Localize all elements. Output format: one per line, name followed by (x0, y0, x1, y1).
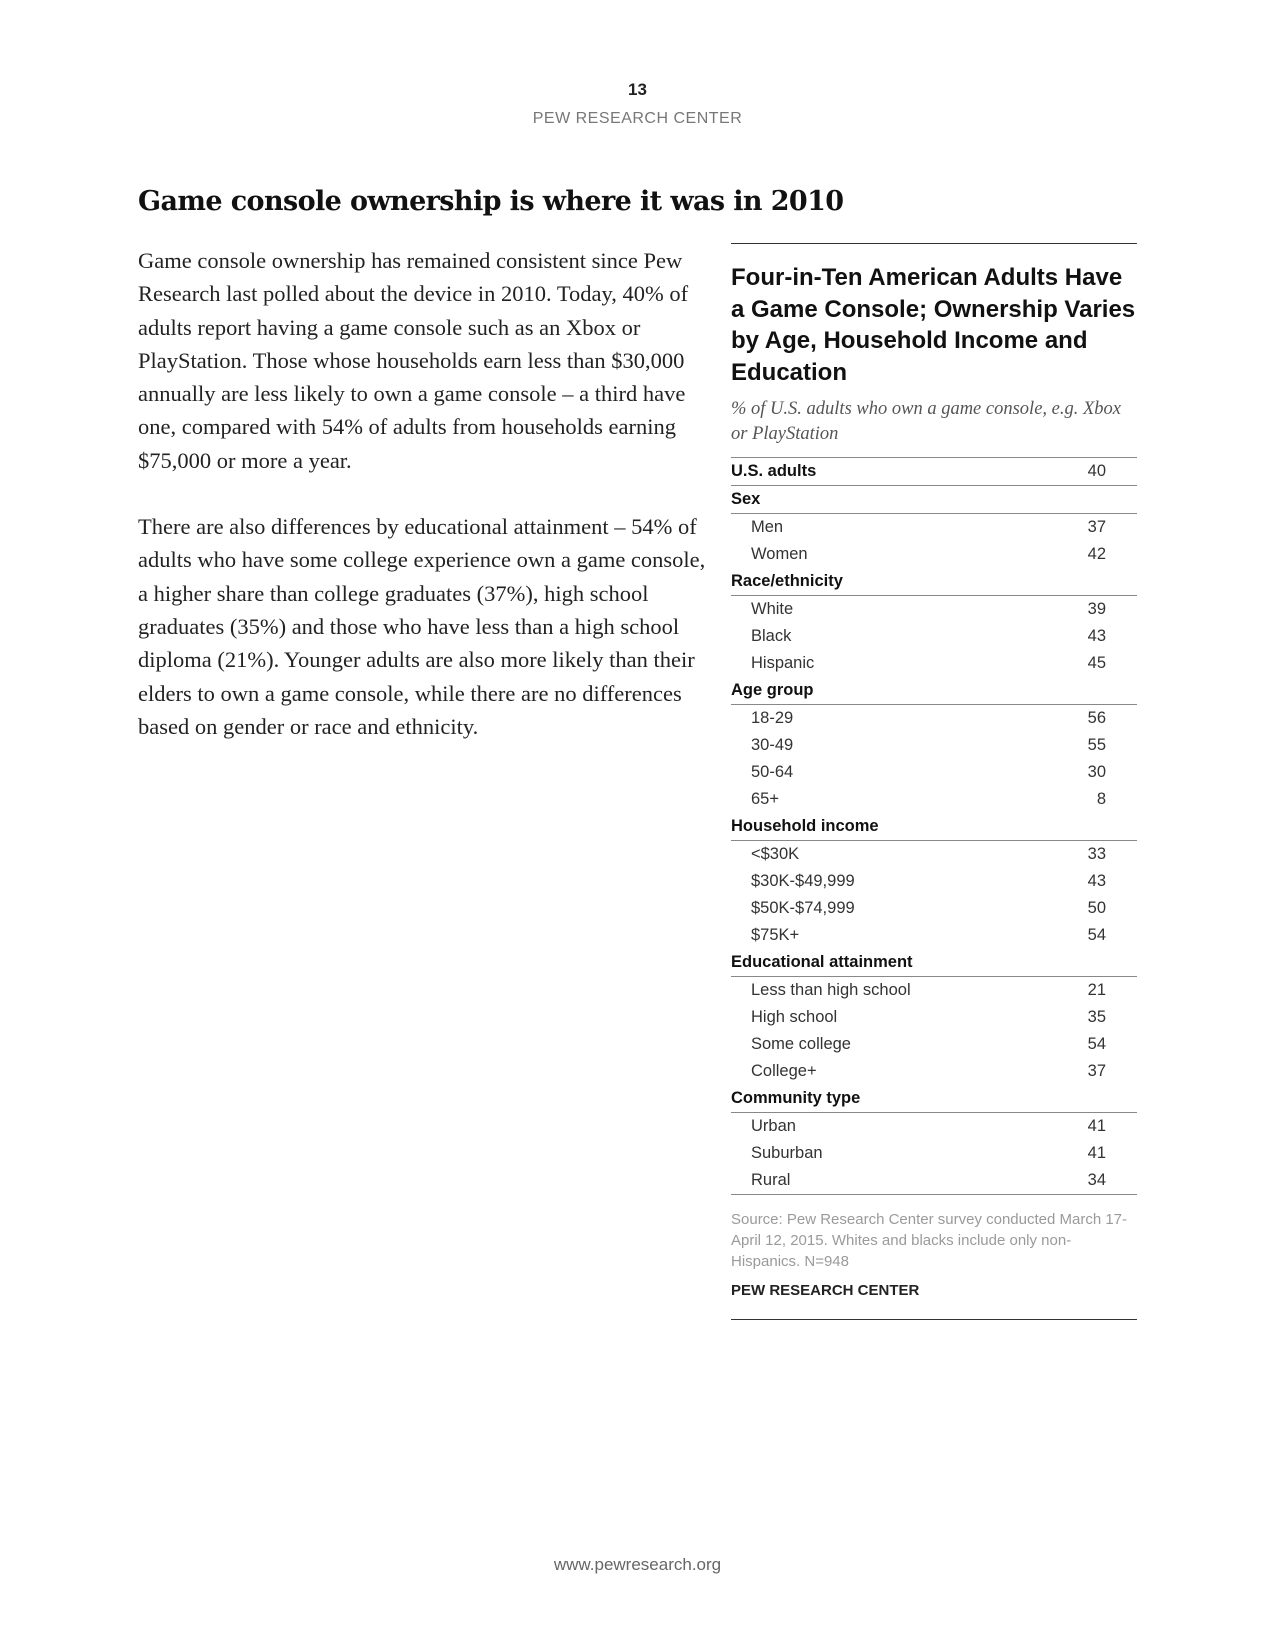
row-value: 56 (1087, 709, 1106, 727)
row-label: College+ (751, 1062, 817, 1080)
row-label: Men (751, 518, 784, 536)
sidebar-subtitle: % of U.S. adults who own a game console, e.g. Xbox or PlayStation (731, 399, 1121, 444)
table-row (731, 705, 1137, 733)
row-label: Less than high school (751, 981, 911, 999)
table-row (731, 895, 1137, 922)
sidebar-figure (731, 243, 1137, 1320)
row-value: 42 (1087, 545, 1106, 563)
category-label: Household income (731, 813, 1137, 841)
row-label: <$30K (751, 845, 800, 863)
ownership-table (731, 457, 1137, 1195)
row-label: $30K-$49,999 (751, 872, 855, 890)
table-row (731, 759, 1137, 786)
table-row (731, 786, 1137, 813)
table-row (731, 623, 1137, 650)
category-label: Sex (731, 486, 1137, 514)
row-label: Black (751, 627, 792, 645)
table-row (731, 977, 1137, 1005)
footer-url: www.pewresearch.org (553, 1555, 722, 1574)
row-label: Hispanic (751, 654, 815, 672)
row-value: 33 (1087, 845, 1106, 863)
row-value: 45 (1087, 654, 1106, 672)
table-category-row (731, 1085, 1137, 1113)
row-value: 43 (1087, 627, 1106, 645)
row-label: 18-29 (751, 709, 794, 727)
category-label: Community type (731, 1085, 1137, 1113)
table-row (731, 1167, 1137, 1195)
table-row (731, 1058, 1137, 1085)
header-org-name: PEW RESEARCH CENTER (532, 110, 743, 127)
table-row (731, 596, 1137, 624)
table-row (731, 1113, 1137, 1141)
category-label: Educational attainment (731, 949, 1137, 977)
table-row (731, 732, 1137, 759)
row-value: 41 (1087, 1117, 1106, 1135)
row-label: Rural (731, 1167, 1049, 1195)
row-label: Some college (751, 1035, 851, 1053)
row-label: $75K+ (751, 926, 800, 944)
table-row (731, 541, 1137, 568)
ownership-table-body (731, 458, 1137, 1195)
row-value: 37 (1087, 1062, 1106, 1080)
sidebar-credit: PEW RESEARCH CENTER (731, 1282, 920, 1299)
row-value: 41 (1087, 1144, 1106, 1162)
sidebar-bottom-rule (731, 1319, 1137, 1320)
table-row (731, 841, 1137, 869)
row-value: 30 (1087, 763, 1106, 781)
row-label: 50-64 (751, 763, 794, 781)
row-label: U.S. adults (731, 458, 1049, 486)
row-label: Suburban (751, 1144, 823, 1162)
row-value: 8 (1096, 790, 1106, 808)
row-value: 39 (1087, 600, 1106, 618)
table-row (731, 922, 1137, 949)
row-label: Urban (751, 1117, 796, 1135)
row-value: 55 (1087, 736, 1106, 754)
row-value: 54 (1087, 1035, 1106, 1053)
table-category-row (731, 677, 1137, 705)
row-value: 43 (1087, 872, 1106, 890)
category-label: Age group (731, 677, 1137, 705)
row-label: White (751, 600, 794, 618)
category-label: Race/ethnicity (731, 568, 1137, 596)
row-value: 54 (1087, 926, 1106, 944)
section-heading: Game console ownership is where it was in 2010 (138, 186, 844, 217)
table-category-row (731, 568, 1137, 596)
row-label: 30-49 (751, 736, 794, 754)
body-text (138, 244, 713, 776)
table-row (731, 1140, 1137, 1167)
sidebar-source-note: Source: Pew Research Center survey conducted March 17-April 12, 2015. Whites and blacks include only non-Hispanics. N=948 (731, 1211, 1128, 1270)
table-row-total (731, 458, 1137, 486)
row-value: 34 (1049, 1167, 1137, 1195)
page-number: 13 (628, 80, 647, 99)
sidebar-title: Four-in-Ten American Adults Have a Game Console; Ownership Varies by Age, Household Income and Education (731, 264, 1136, 386)
body-paragraph: Game console ownership has remained consistent since Pew Research last polled about the device in 2010. Today, 40% of adults report having a game console such as an Xbox or PlayStation. Those whose households earn less than $30,000 annually are less likely to own a game console – a third have one, compared with 54% of adults from households earning $75,000 or more a year. (138, 248, 689, 473)
table-row (731, 1031, 1137, 1058)
row-label: High school (751, 1008, 838, 1026)
table-category-row (731, 813, 1137, 841)
row-label: 65+ (751, 790, 779, 808)
table-row (731, 868, 1137, 895)
row-value: 50 (1087, 899, 1106, 917)
table-category-row (731, 949, 1137, 977)
table-row (731, 514, 1137, 542)
table-row (731, 650, 1137, 677)
row-label: Women (751, 545, 808, 563)
body-paragraph: There are also differences by educational attainment – 54% of adults who have some college experience own a game console, a higher share than college graduates (37%), high school graduates (35%) and those who have less than a high school diploma (21%). Younger adults are also more likely than their elders to own a game console, while there are no differences based on gender or race and ethnicity. (138, 514, 706, 739)
table-category-row (731, 486, 1137, 514)
row-value: 35 (1087, 1008, 1106, 1026)
row-value: 21 (1087, 981, 1106, 999)
row-value: 40 (1049, 458, 1137, 486)
row-label: $50K-$74,999 (751, 899, 855, 917)
table-row (731, 1004, 1137, 1031)
row-value: 37 (1087, 518, 1106, 536)
